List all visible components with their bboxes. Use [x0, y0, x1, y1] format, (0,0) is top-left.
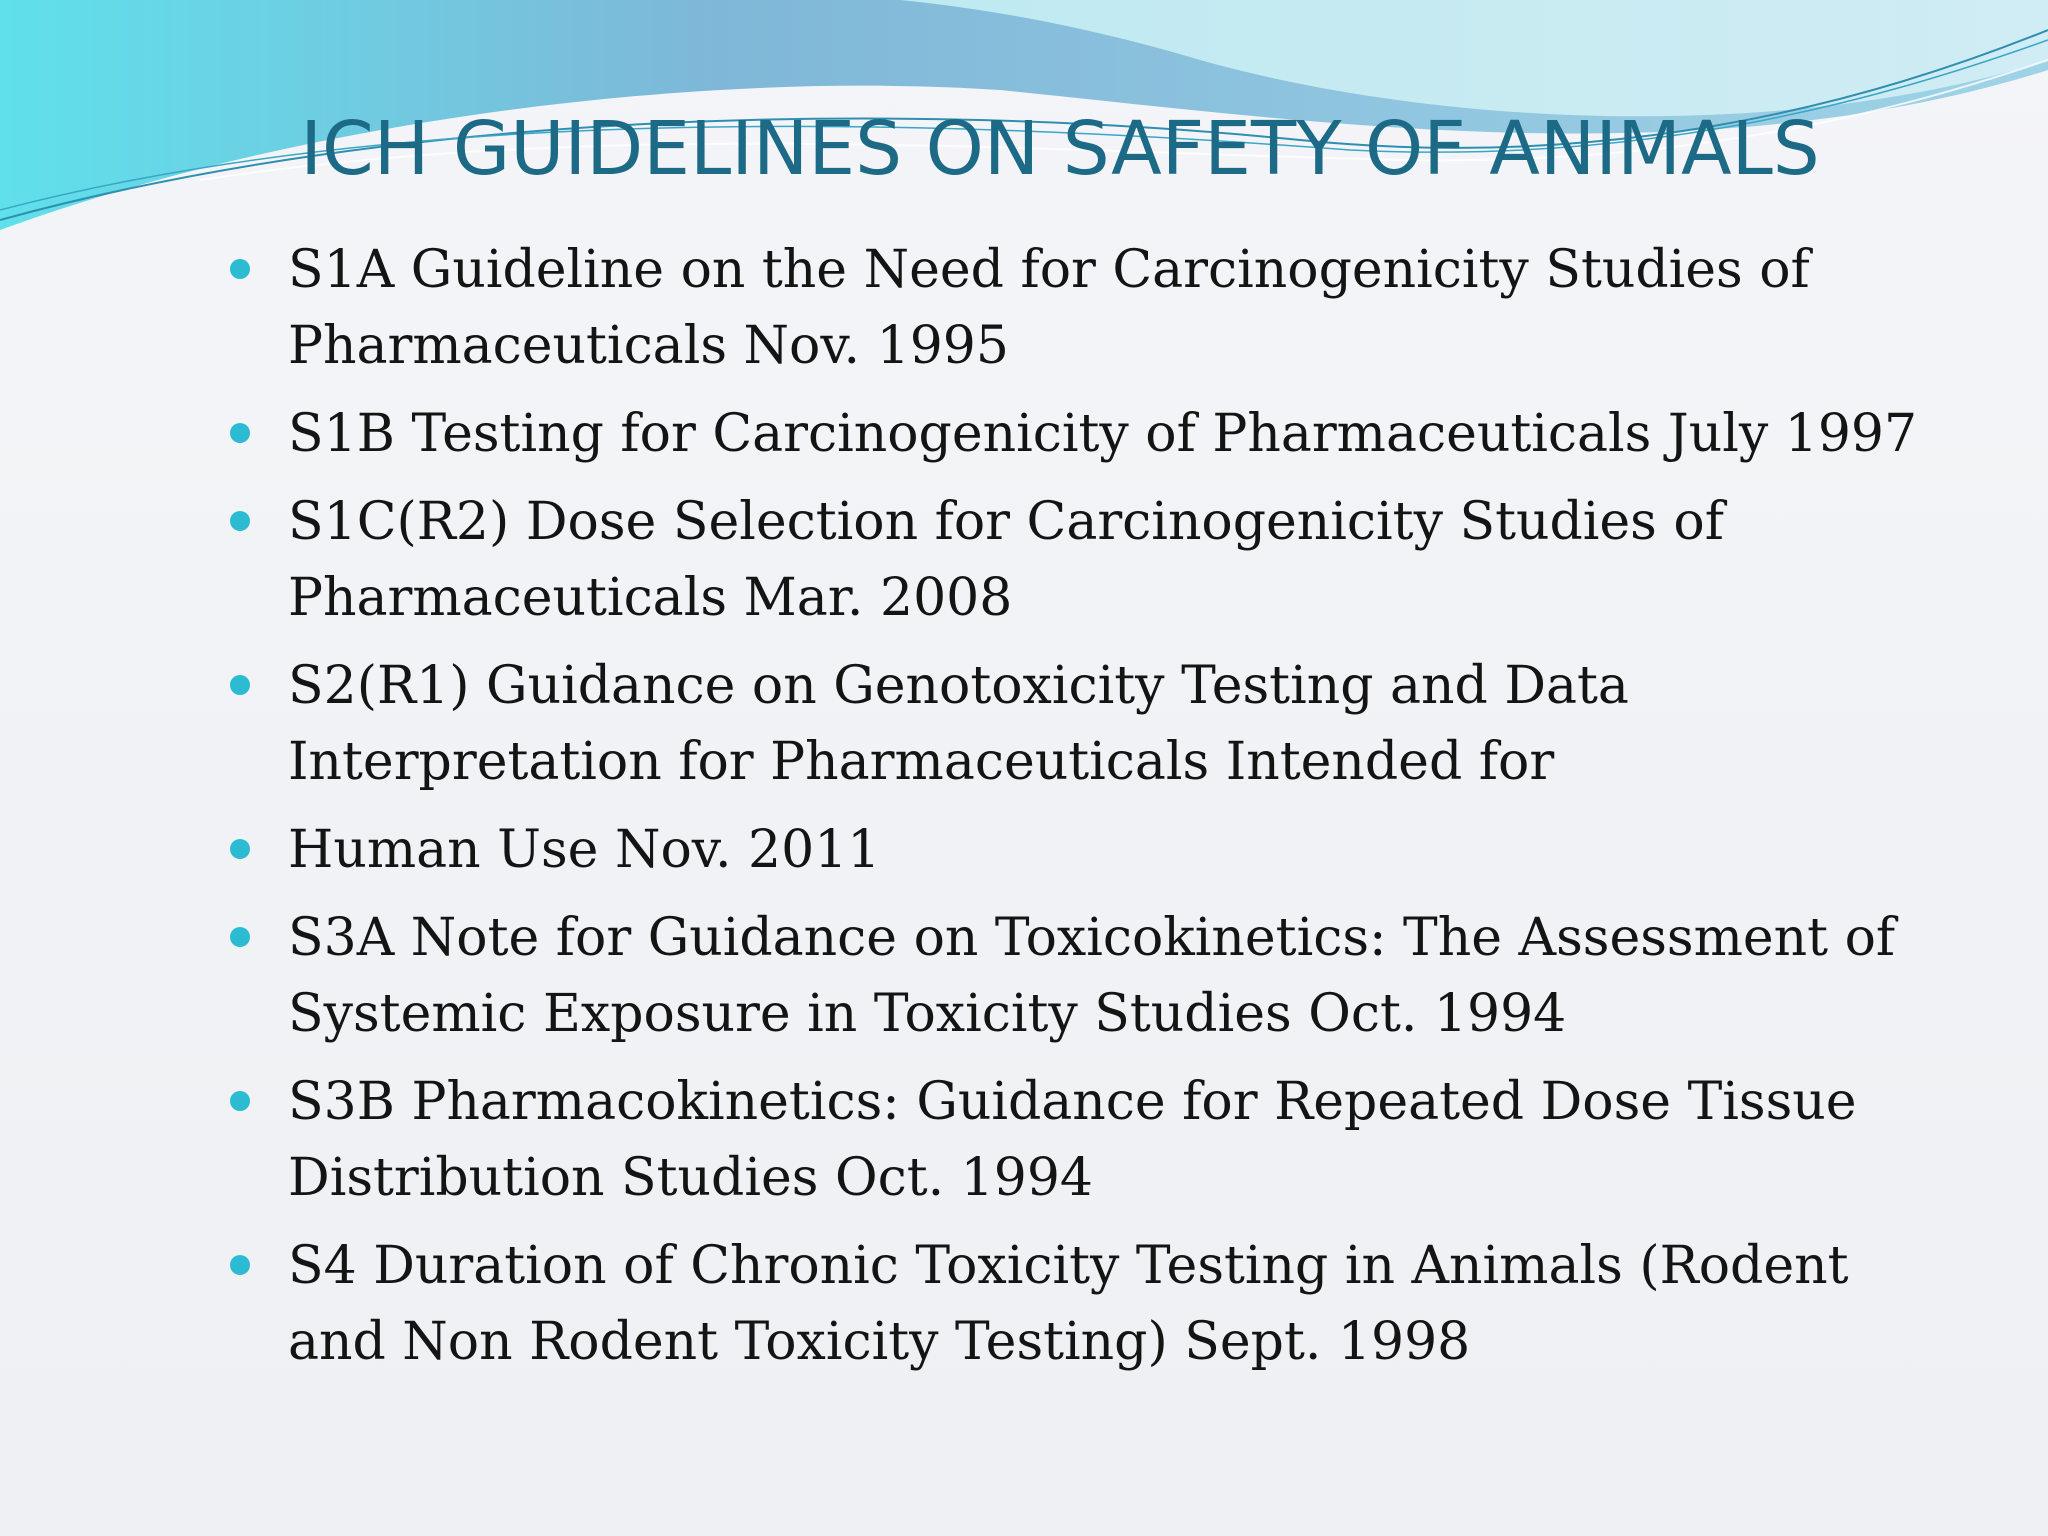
bullet-dot-icon	[230, 1091, 250, 1111]
bullet-dot-icon	[230, 1255, 250, 1275]
bullet-dot-icon	[230, 511, 250, 531]
bullet-item	[230, 484, 1930, 636]
bullet-text: S1A Guideline on the Need for Carcinogenicity Studies of Pharmaceuticals Nov. 1995	[288, 240, 1810, 376]
bullet-item	[230, 1064, 1930, 1216]
bullet-text: S1C(R2) Dose Selection for Carcinogenicity Studies of Pharmaceuticals Mar. 2008	[288, 492, 1724, 628]
bullet-list	[230, 232, 1930, 1392]
bullet-text: S4 Duration of Chronic Toxicity Testing in Animals (Rodent and Non Rodent Toxicity Testing) Sept. 1998	[288, 1236, 1849, 1372]
bullet-dot-icon	[230, 839, 250, 859]
bullet-item	[230, 648, 1930, 800]
bullet-item	[230, 1228, 1930, 1380]
bullet-dot-icon	[230, 423, 250, 443]
bullet-dot-icon	[230, 927, 250, 947]
bullet-item	[230, 900, 1930, 1052]
bullet-text: S3B Pharmacokinetics: Guidance for Repeated Dose Tissue Distribution Studies Oct. 1994	[288, 1072, 1857, 1208]
bullet-text: S3A Note for Guidance on Toxicokinetics: The Assessment of Systemic Exposure in Toxicity Studies Oct. 1994	[288, 908, 1896, 1044]
bullet-text: S2(R1) Guidance on Genotoxicity Testing and Data Interpretation for Pharmaceuticals Intended for	[288, 656, 1629, 792]
bullet-dot-icon	[230, 675, 250, 695]
bullet-item	[230, 812, 1930, 888]
bullet-item	[230, 232, 1930, 384]
bullet-dot-icon	[230, 259, 250, 279]
bullet-item	[230, 396, 1930, 472]
bullet-text: S1B Testing for Carcinogenicity of Pharmaceuticals July 1997	[288, 404, 1918, 464]
slide-title: ICH GUIDELINES ON SAFETY OF ANIMALS	[300, 106, 1820, 192]
bullet-text: Human Use Nov. 2011	[288, 820, 881, 880]
